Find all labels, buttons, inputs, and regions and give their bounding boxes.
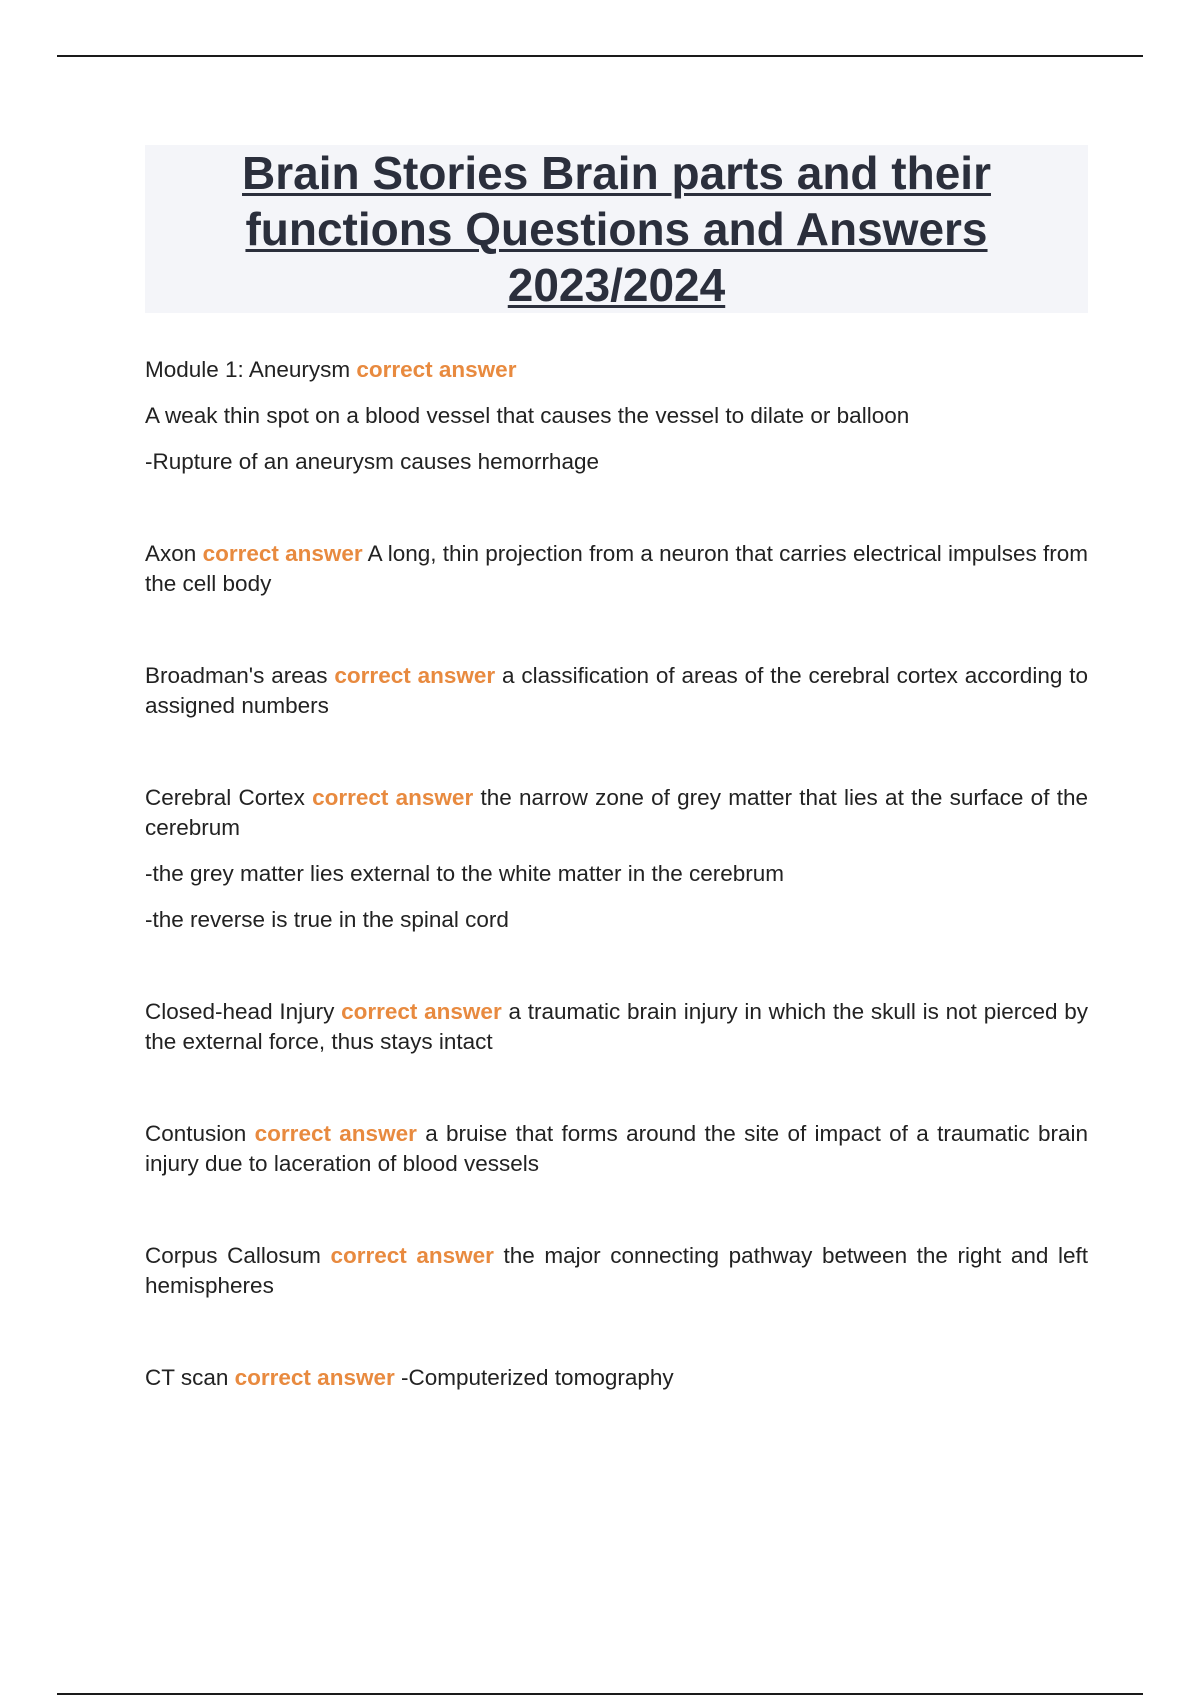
qa-entry-heading <box>145 1363 1088 1393</box>
correct-answer-marker: correct answer <box>254 1121 417 1146</box>
qa-term: Cerebral Cortex <box>145 785 305 810</box>
qa-answer-line: -the reverse is true in the spinal cord <box>145 907 509 932</box>
correct-answer-marker: correct answer <box>334 663 496 688</box>
qa-definition: a traumatic brain injury in which the skull is not pierced by the external force, thus stays intact <box>145 999 1088 1054</box>
top-rule <box>57 55 1143 57</box>
qa-answer-line: -the grey matter lies external to the white matter in the cerebrum <box>145 861 785 886</box>
qa-term: Closed-head Injury <box>145 999 335 1024</box>
qa-entry <box>145 539 1088 599</box>
qa-answer-line: A weak thin spot on a blood vessel that causes the vessel to dilate or balloon <box>145 403 910 428</box>
title-banner <box>145 145 1088 313</box>
qa-answer-line: -Rupture of an aneurysm causes hemorrhage <box>145 449 599 474</box>
qa-entry-heading <box>145 997 1088 1057</box>
correct-answer-marker: correct answer <box>341 999 502 1024</box>
correct-answer-marker: correct answer <box>356 357 517 382</box>
qa-definition: A long, thin projection from a neuron that carries electrical impulses from the cell body <box>145 541 1089 596</box>
qa-term: Broadman's areas <box>145 663 328 688</box>
qa-term: Contusion <box>145 1121 247 1146</box>
bottom-rule <box>57 1693 1143 1695</box>
qa-entry-heading <box>145 355 1088 385</box>
qa-entry <box>145 783 1088 935</box>
qa-entry <box>145 997 1088 1057</box>
qa-entry <box>145 355 1088 477</box>
qa-term: Corpus Callosum <box>145 1243 321 1268</box>
qa-list <box>145 355 1088 1393</box>
correct-answer-marker: correct answer <box>312 785 474 810</box>
qa-entry <box>145 1363 1088 1393</box>
qa-term: CT scan <box>145 1365 229 1390</box>
qa-definition: -Computerized tomography <box>401 1365 674 1390</box>
qa-entry-heading <box>145 539 1088 599</box>
qa-term: Module 1: Aneurysm <box>145 357 351 382</box>
qa-entry <box>145 1119 1088 1179</box>
qa-entry <box>145 1241 1088 1301</box>
qa-entry-heading <box>145 661 1088 721</box>
correct-answer-marker: correct answer <box>330 1243 494 1268</box>
qa-definition: the narrow zone of grey matter that lies at the surface of the cerebrum <box>145 785 1088 840</box>
qa-term: Axon <box>145 541 197 566</box>
correct-answer-marker: correct answer <box>234 1365 395 1390</box>
correct-answer-marker: correct answer <box>202 541 363 566</box>
qa-entry-heading <box>145 783 1088 843</box>
qa-definition: the major connecting pathway between the right and left hemispheres <box>145 1243 1089 1298</box>
qa-entry <box>145 661 1088 721</box>
qa-entry-heading <box>145 1119 1088 1179</box>
qa-entry-heading <box>145 1241 1088 1301</box>
page-title: Brain Stories Brain parts and their functions Questions and Answers 2023/2024 <box>242 147 991 311</box>
qa-definition: a classification of areas of the cerebral cortex according to assigned numbers <box>145 663 1088 718</box>
qa-definition: a bruise that forms around the site of impact of a traumatic brain injury due to laceration of blood vessels <box>145 1121 1088 1176</box>
